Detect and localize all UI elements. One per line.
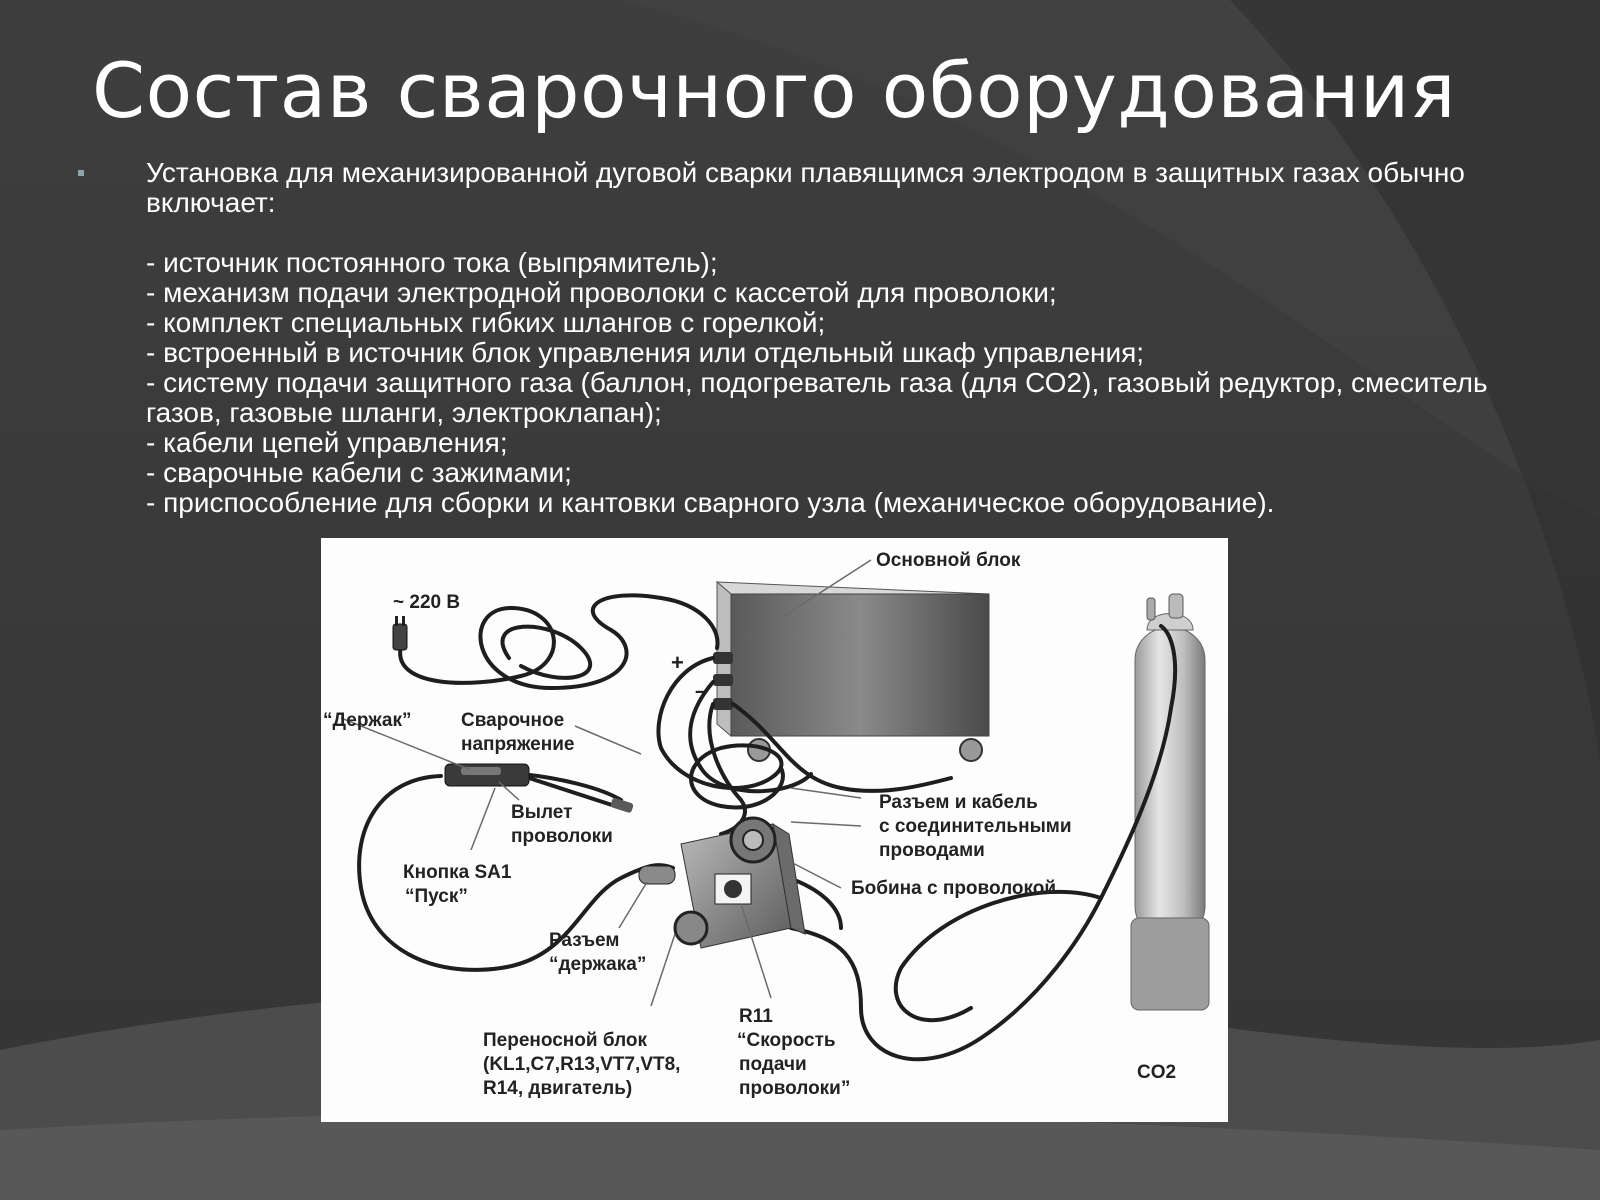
label-holder: “Держак”	[323, 710, 412, 731]
label-spool: Бобина с проволокой	[851, 878, 1057, 899]
label-connector-3: проводами	[879, 840, 985, 861]
list-item: - комплект специальных гибких шлангов с горелкой;	[146, 307, 826, 338]
label-weld-voltage-1: Сварочное	[461, 710, 565, 731]
label-mains-voltage: ~ 220 В	[393, 592, 461, 613]
label-r11-3: подачи	[739, 1054, 807, 1075]
label-button-2: “Пуск”	[405, 886, 468, 907]
label-button-1: Кнопка SA1	[403, 862, 512, 883]
label-r11-1: R11	[739, 1006, 773, 1027]
mains-plug	[393, 616, 407, 650]
list-item: - механизм подачи электродной проволоки с кассетой для проволоки;	[146, 277, 1057, 308]
list-item: - сварочные кабели с зажимами;	[146, 457, 572, 488]
label-r11-2: “Скорость	[737, 1030, 836, 1051]
list-item: - приспособление для сборки и кантовки сварного узла (механическое оборудование).	[146, 487, 1275, 518]
label-holder-connector-2: “держака”	[549, 954, 647, 975]
label-holder-connector-1: Разъем	[549, 930, 620, 951]
body-text	[146, 158, 1546, 518]
intro-text: Установка для механизированной дуговой сварки плавящимся электродом в защитных газах обычно включает:	[146, 157, 1465, 218]
list-item: - кабели цепей управления;	[146, 427, 508, 458]
label-portable-2: (KL1,C7,R13,VT7,VT8,	[483, 1054, 681, 1075]
label-portable-1: Переносной блок	[483, 1030, 648, 1051]
label-connector-1: Разъем и кабель	[879, 792, 1038, 813]
label-co2: CO2	[1137, 1062, 1177, 1083]
list-item: - источник постоянного тока (выпрямитель);	[146, 247, 718, 278]
label-wire-stickout-1: Вылет	[511, 802, 573, 823]
list-item: - встроенный в источник блок управления или отдельный шкаф управления;	[146, 337, 1145, 368]
welding-equipment-diagram	[321, 538, 1228, 1122]
list-item: - систему подачи защитного газа (баллон, подогреватель газа (для СО2), газовый редуктор, смеситель газов, газовые шланги, электроклапан);	[146, 367, 1488, 428]
bullet-marker	[78, 170, 84, 176]
label-r11-4: проволоки”	[739, 1078, 851, 1099]
portable-feed-unit	[639, 818, 805, 948]
label-weld-voltage-2: напряжение	[461, 734, 575, 755]
label-minus: –	[695, 678, 708, 703]
label-portable-3: R14, двигатель)	[483, 1078, 633, 1099]
label-plus: +	[671, 650, 684, 675]
main-power-unit	[713, 582, 989, 761]
slide-title: Состав сварочного оборудования	[92, 46, 1456, 135]
label-wire-stickout-2: проволоки	[511, 826, 613, 847]
equipment-list	[146, 248, 1546, 518]
label-connector-2: с соединительными	[879, 816, 1072, 837]
label-main-unit: Основной блок	[876, 550, 1021, 571]
